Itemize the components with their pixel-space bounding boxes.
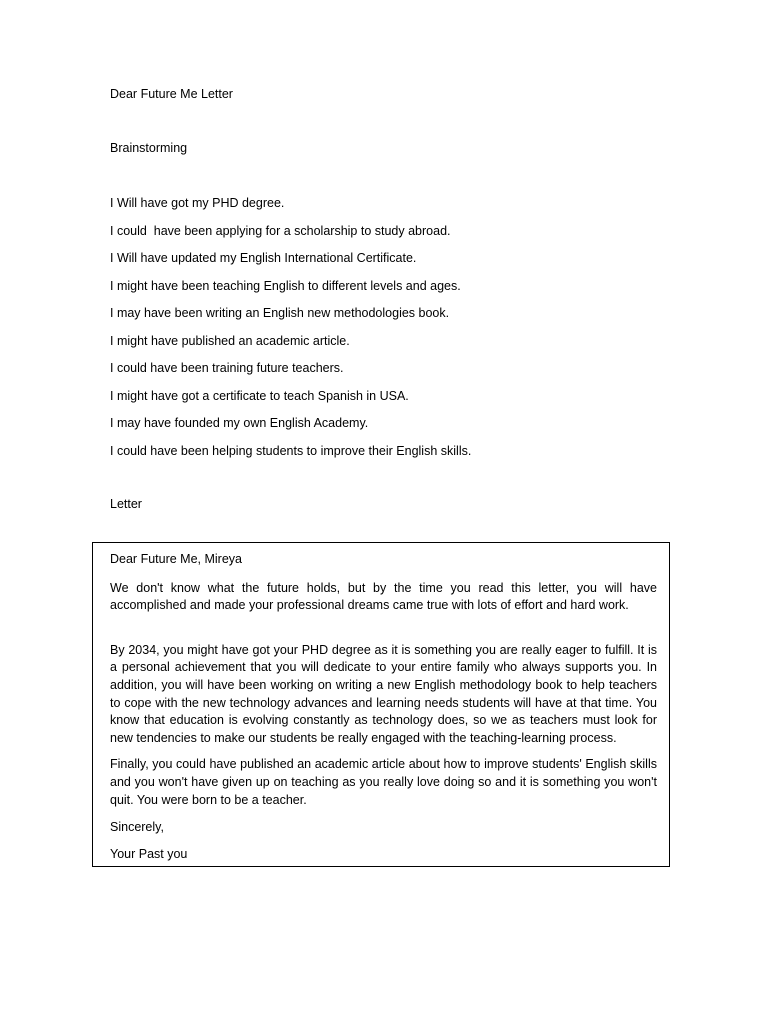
list-item: I Will have got my PHD degree.: [110, 196, 285, 210]
brainstorming-list: [110, 196, 471, 471]
list-item: I Will have updated my English International Certificate.: [110, 251, 417, 265]
letter-closing: Sincerely,: [110, 820, 164, 835]
list-item: I might have been teaching English to different levels and ages.: [110, 278, 461, 293]
letter-paragraph: Finally, you could have published an academic article about how to improve students' English skills and you won't have given up on teaching as you really love doing so and it is something you won't quit. You were born to be a teacher.: [110, 757, 657, 807]
letter-body: [110, 551, 657, 863]
list-item: I may have been writing an English new methodologies book.: [110, 306, 450, 320]
document-title: Dear Future Me Letter: [110, 87, 233, 101]
letter-heading: Letter: [110, 497, 142, 511]
list-item: I could have been training future teachers.: [110, 361, 344, 375]
list-item: I could have been helping students to improve their English skills.: [110, 443, 472, 458]
letter-signature: Your Past you: [110, 846, 188, 861]
list-item: I might have got a certificate to teach Spanish in USA.: [110, 388, 409, 403]
letter-paragraph: We don't know what the future holds, but by the time you read this letter, you will have accomplished and made your professional dreams came true with lots of effort and hard work.: [110, 580, 657, 613]
brainstorming-heading: Brainstorming: [110, 141, 188, 155]
list-item: I could have been applying for a scholarship to study abroad.: [110, 223, 451, 238]
letter-paragraph: By 2034, you might have got your PHD degree as it is something you are really eager to fulfill. It is a personal achievement that you will dedicate to your entire family who always supports you. In addition, you will have been working on writing a new English methodology book to help teachers to cope with the new technology advances and learning needs students will have at that time. You know that education is evolving constantly as technology does, so we as teachers must look for new tendencies to make our students be really engaged with the teaching-learning process.: [110, 642, 657, 745]
list-item: I might have published an academic article.: [110, 333, 350, 348]
letter-greeting: Dear Future Me, Mireya: [110, 552, 242, 566]
list-item: I may have founded my own English Academy.: [110, 416, 369, 430]
